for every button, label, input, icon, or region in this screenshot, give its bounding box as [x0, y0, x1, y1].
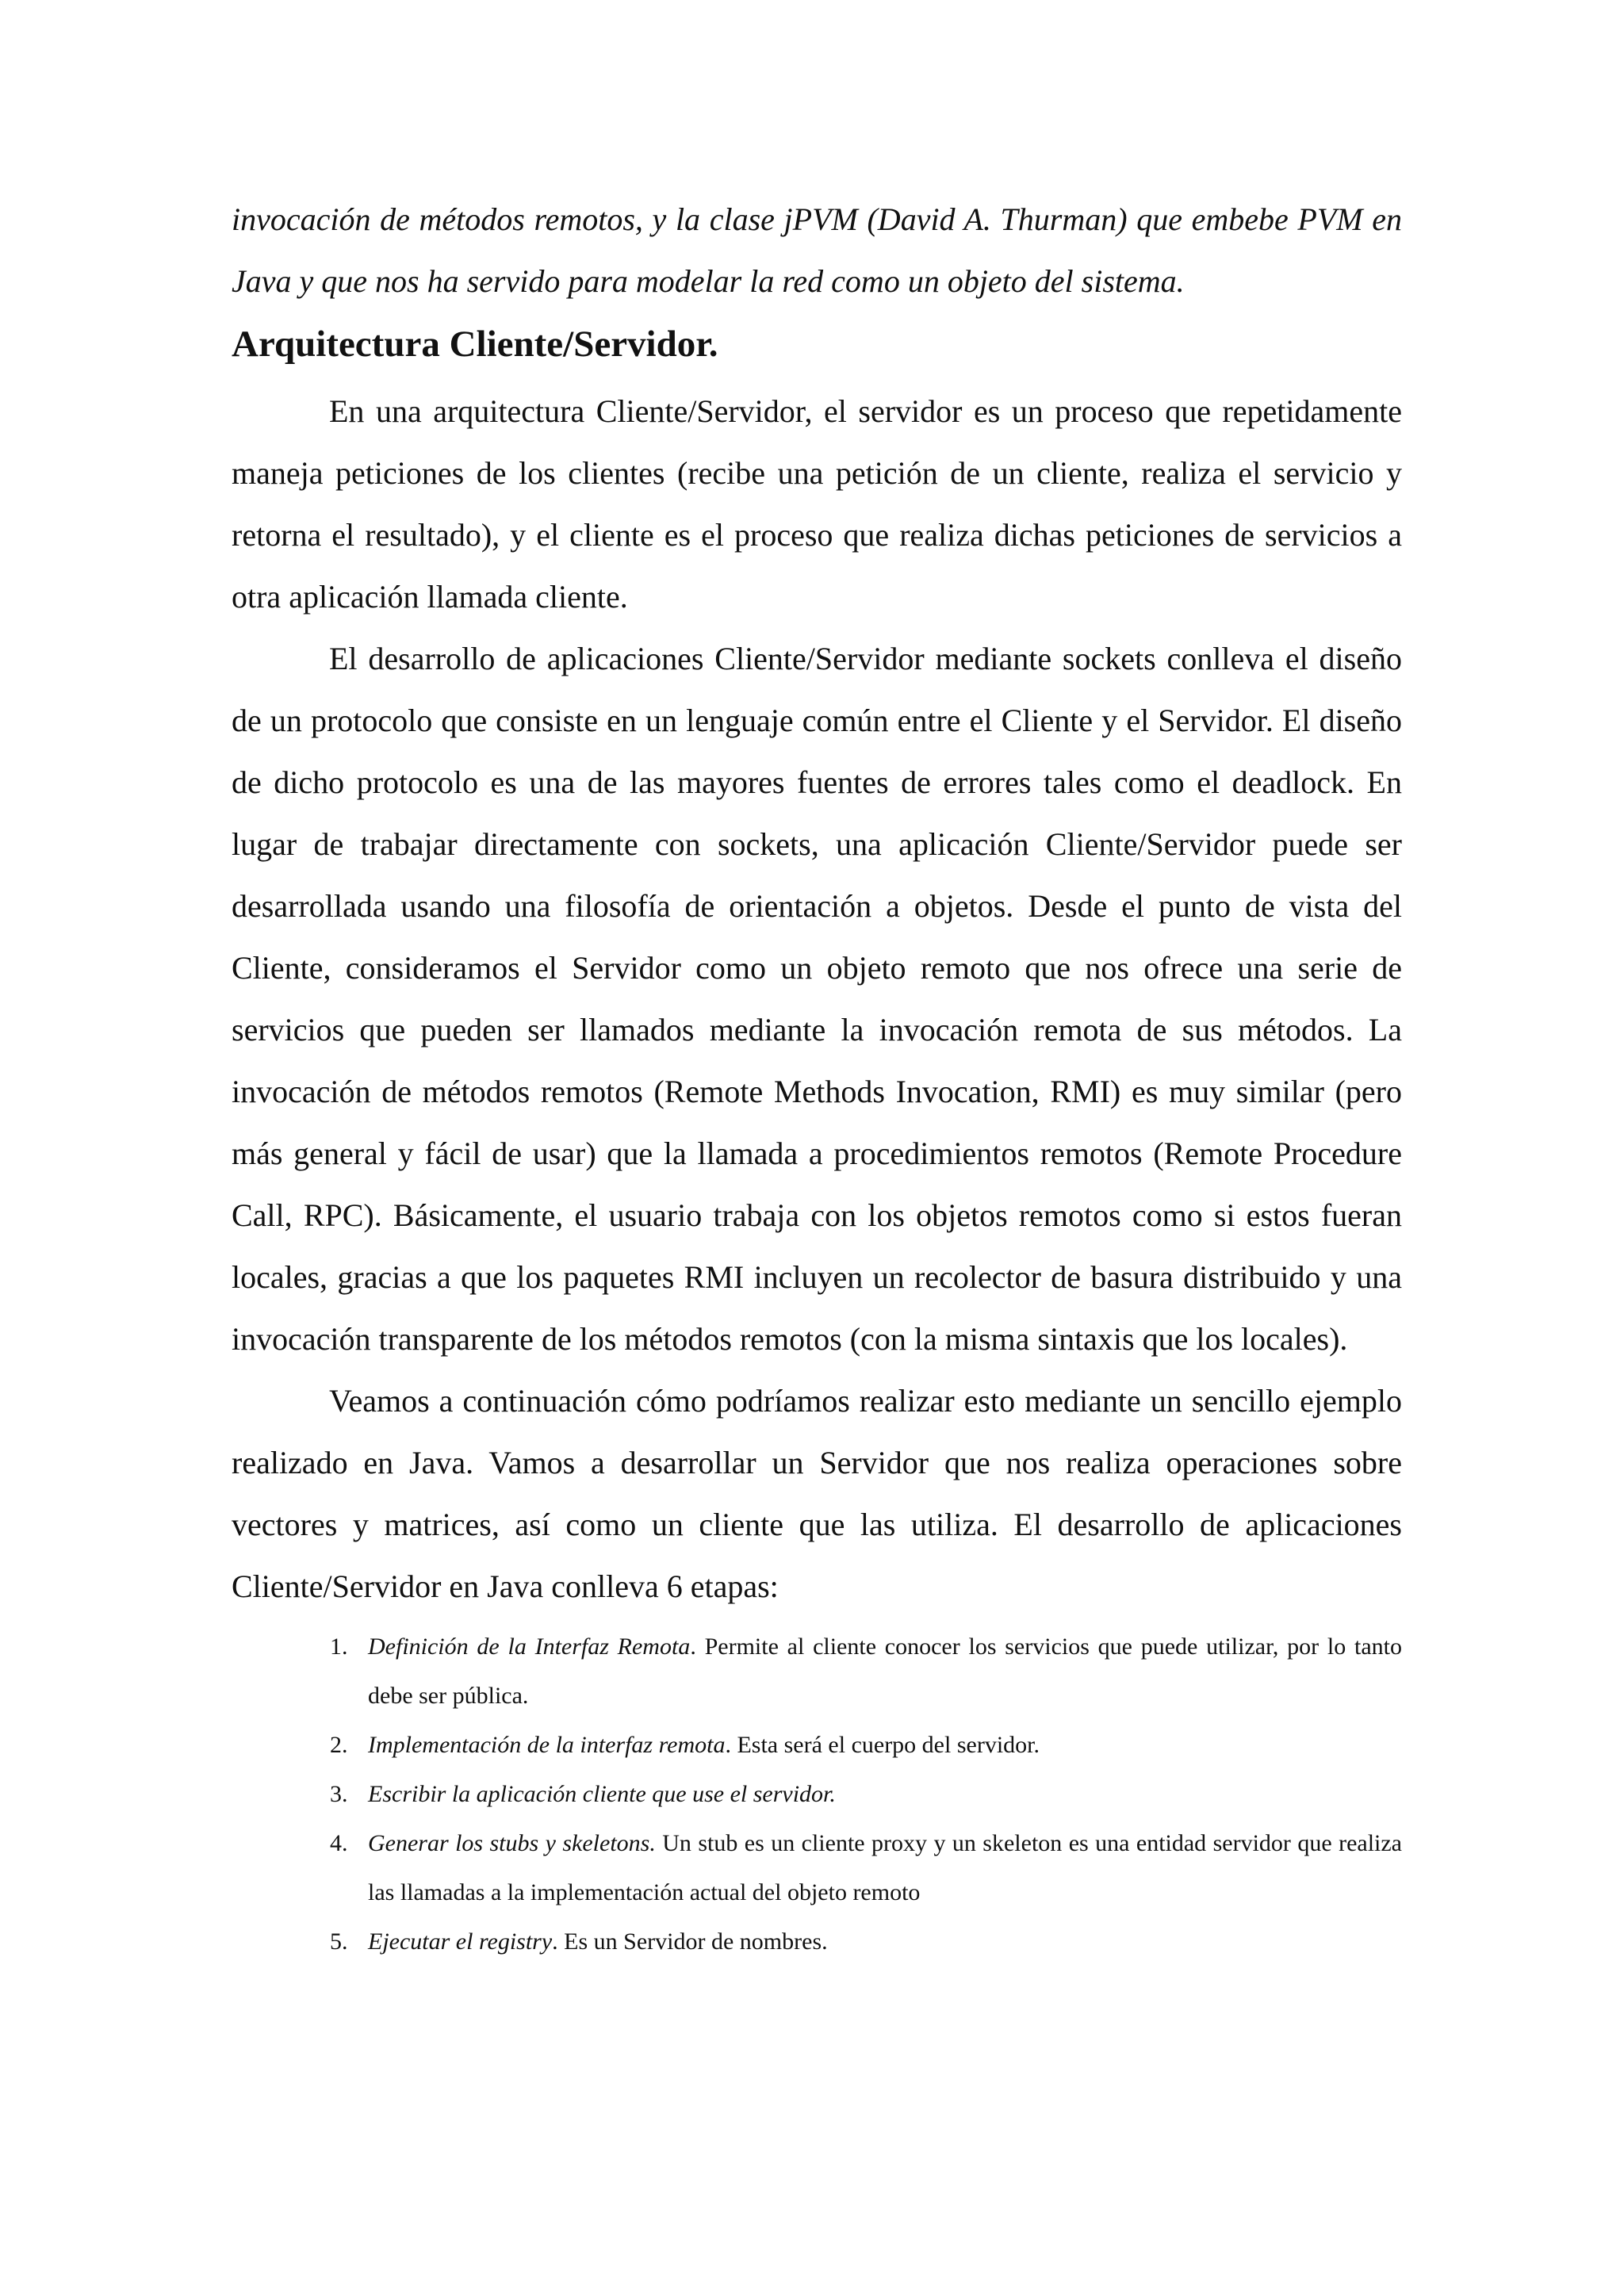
list-number: 3. — [330, 1781, 348, 1807]
list-item-title: Escribir la aplicación cliente que use el servidor. — [368, 1781, 836, 1807]
paragraph-client-server: En una arquitectura Cliente/Servidor, el servidor es un proceso que repetidamente maneja peticiones de los clientes (recibe una petición de un cliente, realiza el servicio y retorna el resultado), y el cliente es el proceso que realiza dichas peticiones de servicios a otra aplicación llamada cliente. — [232, 393, 1402, 615]
list-item-title: Implementación de la interfaz remota — [368, 1732, 726, 1758]
list-item-description: . Es un Servidor de nombres. — [552, 1928, 828, 1955]
page-content — [232, 189, 1402, 1967]
paragraph-rmi: El desarrollo de aplicaciones Cliente/Servidor mediante sockets conlleva el diseño de un protocolo que consiste en un lenguaje común entre el Cliente y el Servidor. El diseño de dicho protocolo es una de las mayores fuentes de errores tales como el deadlock. En lugar de trabajar directamente con sockets, una aplicación Cliente/Servidor puede ser desarrollada usando una filosofía de orientación a objetos. Desde el punto de vista del Cliente, consideramos el Servidor como un objeto remoto que nos ofrece una serie de servicios que pueden ser llamados mediante la invocación remota de sus métodos. La invocación de métodos remotos (Remote Methods Invocation, RMI) es muy similar (pero más general y fácil de usar) que la llamada a procedimientos remotos (Remote Procedure Call, RPC). Básicamente, el usuario trabaja con los objetos remotos como si estos fueran locales, gracias a que los paquetes RMI incluyen un recolector de basura distribuido y una invocación transparente de los métodos remotos (con la misma sintaxis que los locales). — [232, 641, 1402, 1357]
list-item — [330, 1721, 1402, 1770]
list-item — [330, 1917, 1402, 1967]
list-item — [330, 1819, 1402, 1917]
section-heading: Arquitectura Cliente/Servidor. — [232, 324, 718, 365]
list-number: 2. — [330, 1732, 348, 1758]
list-item-title: Generar los stubs y skeletons. — [368, 1830, 656, 1856]
list-item-description: . Permite al cliente conocer los servicios que puede utilizar, por lo tanto debe ser pública. — [368, 1633, 1402, 1709]
list-item-description: . Esta será el cuerpo del servidor. — [725, 1732, 1040, 1758]
steps-list — [232, 1622, 1402, 1967]
list-item — [330, 1622, 1402, 1721]
paragraph-example: Veamos a continuación cómo podríamos realizar esto mediante un sencillo ejemplo realizado en Java. Vamos a desarrollar un Servidor que nos realiza operaciones sobre vectores y matrices, así como un cliente que las utiliza. El desarrollo de aplicaciones Cliente/Servidor en Java conlleva 6 etapas: — [232, 1383, 1402, 1604]
list-number: 4. — [330, 1830, 348, 1856]
list-item-title: Definición de la Interfaz Remota — [368, 1633, 691, 1660]
list-number: 5. — [330, 1928, 348, 1955]
list-number: 1. — [330, 1633, 348, 1660]
list-item-title: Ejecutar el registry — [368, 1928, 553, 1955]
list-item — [330, 1770, 1402, 1819]
intro-paragraph: invocación de métodos remotos, y la clase jPVM (David A. Thurman) que embebe PVM en Java y que nos ha servido para modelar la red como un objeto del sistema. — [232, 201, 1402, 299]
list-item-description: Un stub es un cliente proxy y un skeleton es una entidad servidor que realiza las llamadas a la implementación actual del objeto remoto — [368, 1830, 1403, 1905]
